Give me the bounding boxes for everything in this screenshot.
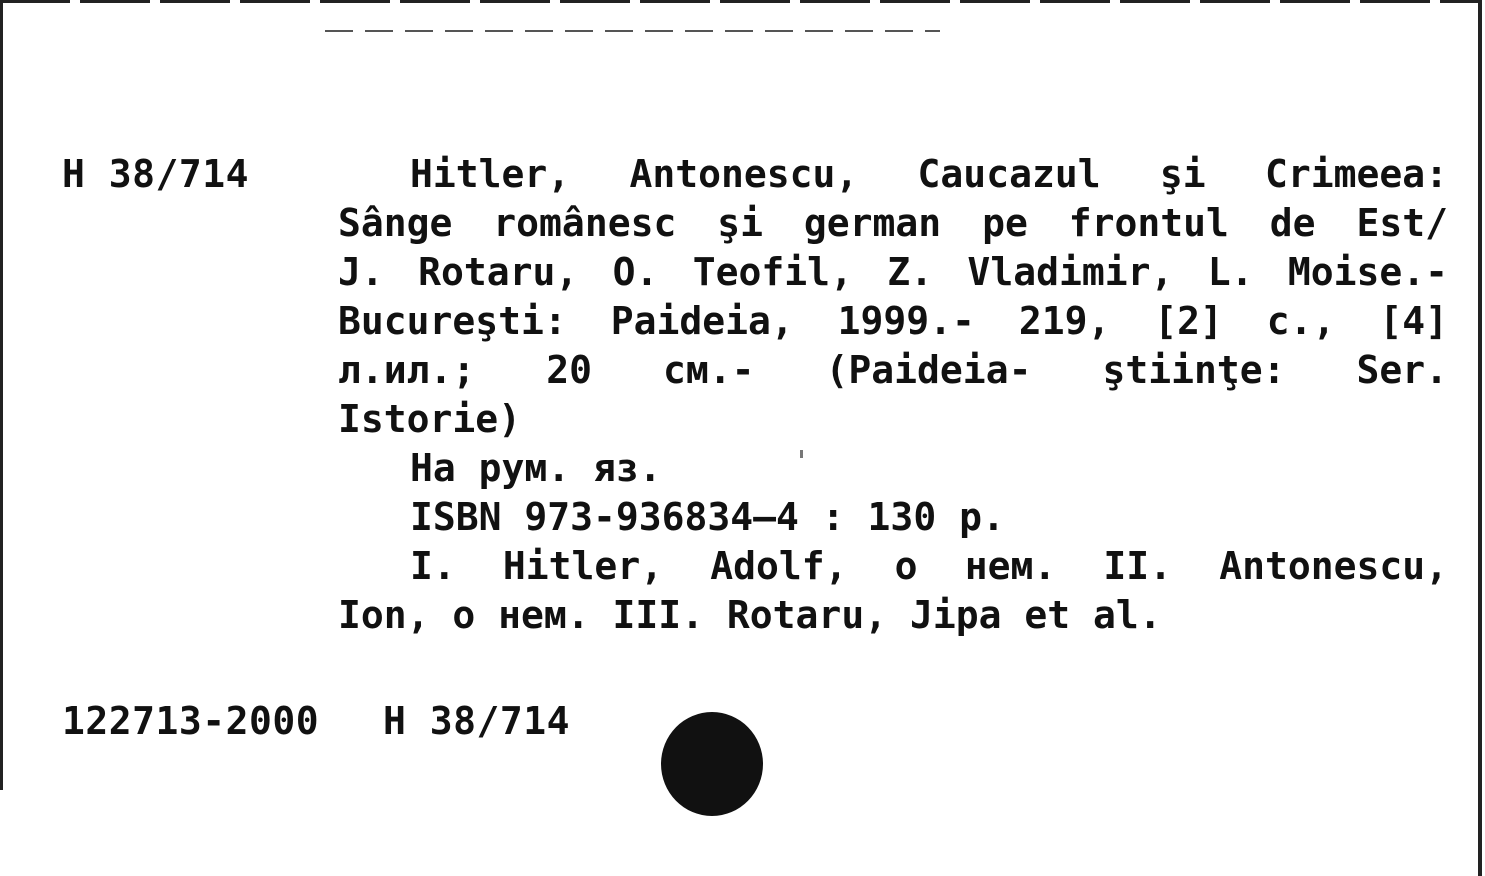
language-note: На рум. яз. [410, 446, 662, 490]
punch-hole [661, 712, 763, 816]
description-line: л.ил.; 20 см.- (Paideia- ştiinţe: Ser. [338, 348, 1448, 392]
card-top-edge [0, 0, 1478, 3]
bottom-call-number: H 38/714 [383, 699, 571, 743]
call-number: H 38/714 [62, 152, 250, 196]
ink-speck [800, 450, 803, 458]
description-line: Sânge românesc şi german pe frontul de Est/ [338, 201, 1448, 245]
bibliographic-description [338, 150, 1448, 640]
description-line: Bucureşti: Paideia, 1999.- 219, [2] c., [4] [338, 299, 1448, 343]
card-right-edge [1478, 0, 1482, 876]
subject-line: Ion, o нем. III. Rotaru, Jipa et al. [338, 593, 1162, 637]
description-line: Istorie) [338, 397, 522, 441]
subject-line: I. Hitler, Adolf, o нем. II. Antonescu, [410, 544, 1448, 588]
isbn-line: ISBN 973-936834—4 : 130 p. [410, 495, 1005, 539]
card-left-edge [0, 0, 3, 790]
description-line: J. Rotaru, O. Teofil, Z. Vladimir, L. Moise.- [338, 250, 1448, 294]
inventory-number: 122713-2000 [62, 699, 320, 743]
dashed-rule [325, 30, 940, 32]
description-line: Hitler, Antonescu, Caucazul şi Crimeea: [410, 152, 1448, 196]
